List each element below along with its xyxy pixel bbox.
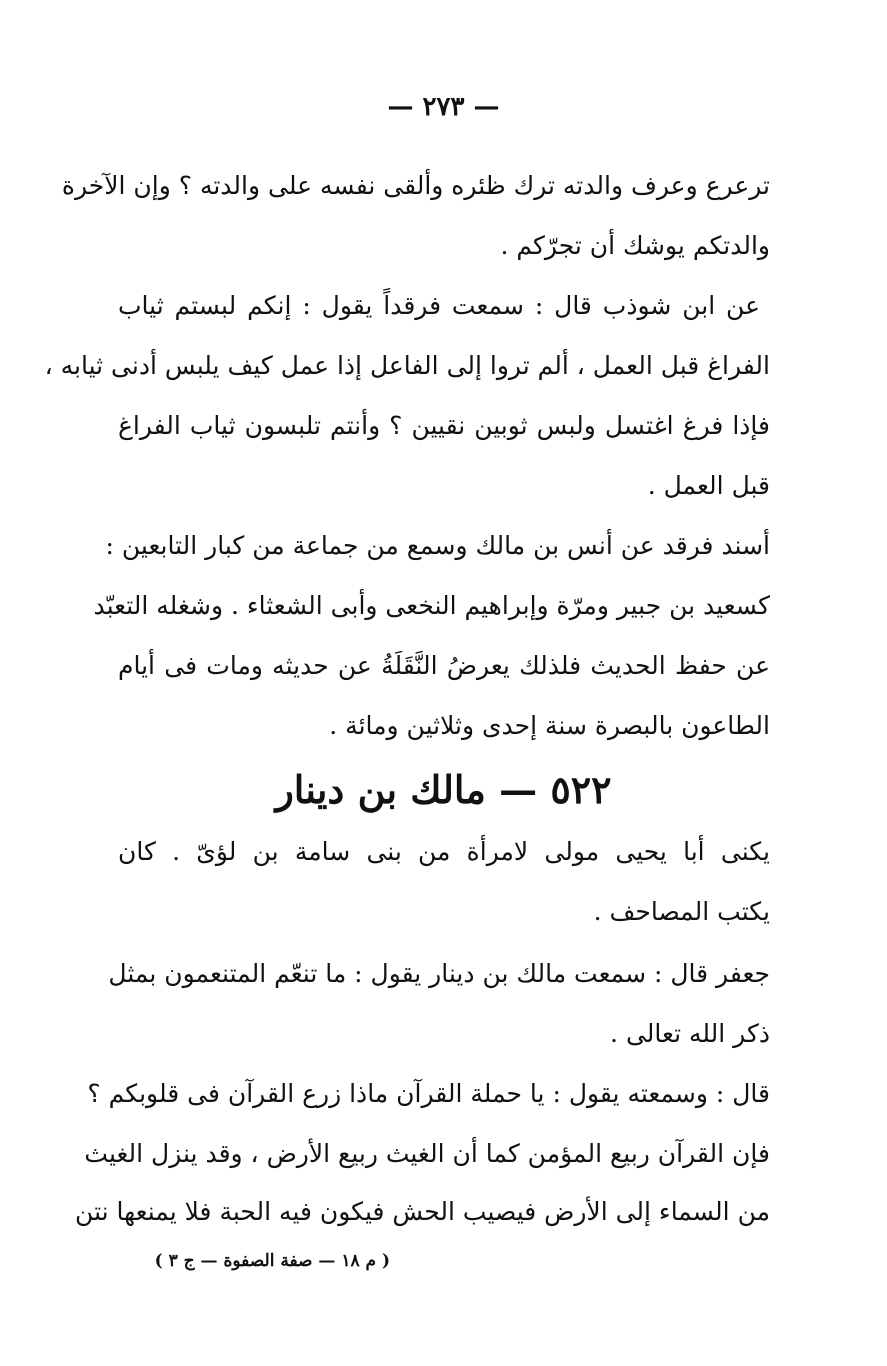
text-line: فإن القرآن ربيع المؤمن كما أن الغيث ربيع الأرض ، وقد ينزل الغيث <box>84 1139 770 1168</box>
text-line: والدتكم يوشك أن تجرّكم . <box>500 231 770 260</box>
text-line: قبل العمل . <box>647 471 770 500</box>
text-line: كسعيد بن جبير ومرّة وإبراهيم النخعى وأبى الشعثاء . وشغله التعبّد <box>93 591 770 620</box>
text-line: عن حفظ الحديث فلذلك يعرضُ النَّقَلَةُ عن حديثه ومات فى أيام <box>118 651 770 680</box>
text-line: الفراغ قبل العمل ، ألم تروا إلى الفاعل إذا عمل كيف يلبس أدنى ثيابه ، <box>44 351 770 380</box>
footer-signature: ( م ١٨ — صفة الصفوة — ج ٣ ) <box>154 1251 390 1271</box>
text-line: أسند فرقد عن أنس بن مالك وسمع من جماعة من كبار التابعين : <box>105 531 770 560</box>
text-line: فإذا فرغ اغتسل ولبس ثوبين نقيين ؟ وأنتم تلبسون ثياب الفراغ <box>118 411 770 440</box>
section-heading: ٥٢٢ — مالك بن دينار <box>275 767 612 812</box>
text-line: ذكر الله تعالى . <box>610 1019 770 1048</box>
text-line: يكتب المصاحف . <box>593 897 770 926</box>
text-line: جعفر قال : سمعت مالك بن دينار يقول : ما تنعّم المتنعمون بمثل <box>108 959 770 988</box>
text-line: من السماء إلى الأرض فيصيب الحش فيكون فيه الحبة فلا يمنعها نتن <box>75 1197 770 1226</box>
text-line: قال : وسمعته يقول : يا حملة القرآن ماذا زرع القرآن فى قلوبكم ؟ <box>87 1079 770 1108</box>
text-line: عن ابن شوذب قال : سمعت فرقداً يقول : إنكم لبستم ثياب <box>118 291 760 320</box>
text-line: يكنى أبا يحيى مولى لامرأة من بنى سامة بن لؤىّ . كان <box>118 837 770 866</box>
page-number: — ٢٧٣ — <box>387 92 500 122</box>
text-line: ترعرع وعرف والدته ترك ظئره وألقى نفسه على والدته ؟ وإن الآخرة <box>61 171 770 200</box>
text-line: الطاعون بالبصرة سنة إحدى وثلاثين ومائة . <box>329 711 770 740</box>
